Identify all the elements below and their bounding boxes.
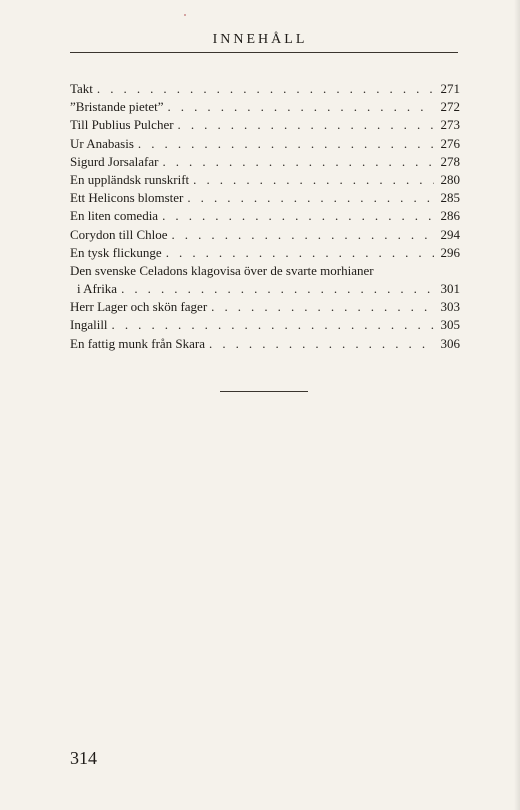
dot-leader (193, 171, 434, 189)
table-of-contents (70, 80, 460, 353)
toc-entry-title: Herr Lager och skön fager (70, 299, 208, 315)
toc-entry-page: 286 (440, 208, 460, 224)
dot-leader (138, 135, 434, 153)
toc-entry-title: Sigurd Jorsalafar (70, 153, 159, 169)
toc-entry (70, 135, 460, 153)
toc-entry (70, 80, 460, 98)
dot-leader (168, 98, 435, 116)
dot-leader (187, 189, 434, 207)
dot-leader (162, 207, 434, 225)
toc-entry-page: 272 (440, 99, 460, 115)
toc-entry-page: 306 (440, 335, 460, 351)
end-rule (220, 391, 308, 392)
toc-entry (70, 316, 460, 334)
toc-entry-title: Ur Anabasis (70, 135, 134, 151)
toc-entry-page: 273 (440, 117, 460, 133)
toc-entry-title: i Afrika (77, 281, 118, 297)
toc-entry (70, 153, 460, 171)
toc-entry (70, 298, 460, 316)
toc-entry (70, 280, 460, 298)
toc-entry-title: En uppländsk runskrift (70, 171, 190, 187)
toc-entry (70, 116, 460, 134)
toc-entry-title: Takt (70, 81, 93, 96)
toc-entry (70, 226, 460, 244)
heading-rule (70, 52, 458, 53)
ink-speck (184, 14, 186, 16)
toc-entry-page: 305 (440, 317, 460, 333)
page-edge-shadow (514, 0, 520, 810)
dot-leader (166, 244, 434, 262)
toc-entry-title: En fattig munk från Skara (70, 335, 206, 351)
toc-entry-title: ”Bristande pietet” (70, 99, 164, 115)
toc-entry (70, 244, 460, 262)
dot-leader (121, 280, 434, 298)
dot-leader (172, 226, 435, 244)
toc-entry-page: 280 (440, 171, 460, 187)
toc-entry-page: 301 (440, 281, 460, 297)
dot-leader (162, 153, 434, 171)
dot-leader (211, 298, 434, 316)
dot-leader (112, 316, 434, 334)
toc-entry-title: Till Publius Pulcher (70, 117, 174, 133)
dot-leader (178, 116, 434, 134)
toc-entry-title: Ett Helicons blomster (70, 190, 184, 206)
toc-entry-page: 278 (440, 153, 460, 169)
page-title: INNEHÅLL (212, 32, 308, 47)
toc-entry (70, 207, 460, 225)
toc-entry-title: En tysk flickunge (70, 244, 162, 260)
toc-entry-page: 271 (440, 81, 460, 96)
toc-entry-page: 296 (440, 244, 460, 260)
toc-entry (70, 98, 460, 116)
toc-entry-page: 294 (440, 226, 460, 242)
dot-leader (209, 335, 434, 353)
dot-leader (97, 80, 434, 98)
toc-entry-first-line: Den svenske Celadons klagovisa över de svarte morhianer (70, 262, 374, 278)
toc-entry-page: 285 (440, 190, 460, 206)
toc-entry (70, 189, 460, 207)
toc-entry-title: Ingalill (70, 317, 108, 333)
toc-entry-title: En liten comedia (70, 208, 159, 224)
toc-entry-title: Corydon till Chloe (70, 226, 168, 242)
toc-entry (70, 335, 460, 353)
toc-entry (70, 171, 460, 189)
page-number: 314 (70, 748, 97, 768)
toc-entry-page: 276 (440, 135, 460, 151)
toc-entry-page: 303 (440, 299, 460, 315)
